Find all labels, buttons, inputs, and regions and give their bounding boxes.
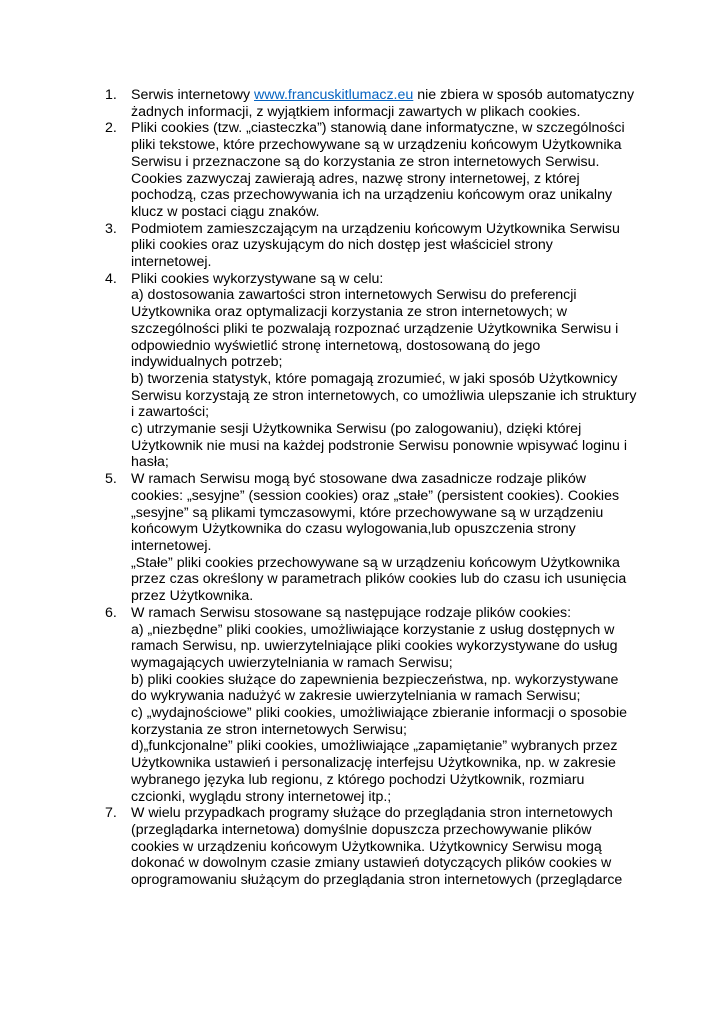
list-item-1: [105, 87, 637, 120]
website-link[interactable]: www.francuskitlumacz.eu: [254, 87, 414, 103]
list-number: 7.: [105, 805, 117, 822]
list-item-4: [105, 271, 637, 471]
paragraph: „Stałe” pliki cookies przechowywane są w urządzeniu końcowym Użytkownika przez czas określony w parametrach plików cookies lub do czasu ich usunięcia przez Użytkownika.: [131, 554, 627, 605]
list-item-2: [105, 120, 637, 220]
paragraph: W ramach Serwisu stosowane są następujące rodzaje plików cookies:: [131, 604, 572, 621]
paragraph: d)„funkcjonalne” pliki cookies, umożliwiające „zapamiętanie” wybranych przez Użytkownika ustawień i personalizację interfejsu Użytkownika, np. w zakresie wybranego języka lub regionu, z którego pochodzi Użytkownik, rozmiaru czcionki, wyglądu strony internetowej itp.;: [131, 738, 618, 805]
list-item-5: [105, 471, 637, 605]
paragraph: W wielu przypadkach programy służące do przeglądania stron internetowych (przeglądarka internetowa) domyślnie dopuszcza przechowywanie plików cookies w urządzeniu końcowym Użytkownika. Użytkownicy Serwisu mogą dokonać w dowolnym czasie zmiany ustawień dotyczących plików cookies w oprogramowaniu służącym do przeglądania stron internetowych (przeglądarce: [131, 805, 623, 889]
paragraph: b) pliki cookies służące do zapewnienia bezpieczeństwa, np. wykorzystywane do wykrywania nadużyć w zakresie uwierzytelniania w ramach Serwisu;: [131, 671, 619, 705]
list-number: 3.: [105, 220, 117, 237]
list-item-7: [105, 805, 637, 889]
paragraph: c) „wydajnościowe” pliki cookies, umożliwiające zbieranie informacji o sposobie korzystania ze stron internetowych Serwisu;: [131, 705, 627, 738]
paragraph: W ramach Serwisu mogą być stosowane dwa zasadnicze rodzaje plików cookies: „sesyjne” (session cookies) oraz „stałe” (persistent cookies). Cookies „sesyjne” są plikami tymczasowymi, które przechowywane są w urządzeniu końcowym Użytkownika do czasu wylogowania,lub opuszczenia strony internetowej.: [131, 471, 620, 554]
paragraph: Pliki cookies wykorzystywane są w celu:: [131, 270, 384, 287]
text-after-link: nie zbiera w sposób automatyczny żadnych informacji, z wyjątkiem informacji zawartych w plikach cookies.: [131, 87, 635, 120]
list-item-6: [105, 605, 637, 805]
paragraph: a) „niezbędne” pliki cookies, umożliwiające korzystanie z usług dostępnych w ramach Serwisu, np. uwierzytelniające pliki cookies wykorzystywane do usług wymagających uwierzytelniania w ramach Serwisu;: [131, 621, 618, 671]
text-before-link: Serwis internetowy: [131, 87, 255, 103]
paragraph: b) tworzenia statystyk, które pomagają zrozumieć, w jaki sposób Użytkownicy Serwisu korzystają ze stron internetowych, co umożliwia ulepszanie ich struktury i zawartości;: [131, 370, 637, 421]
list-number: 5.: [105, 471, 117, 488]
cookies-policy-list: [105, 87, 637, 889]
list-number: 2.: [105, 120, 117, 137]
paragraph: a) dostosowania zawartości stron internetowych Serwisu do preferencji Użytkownika oraz optymalizacji korzystania ze stron internetowych; w szczególności pliki te pozwalają rozpoznać urządzenie Użytkownika Serwisu i odpowiednio wyświetlić stronę internetową, dostosowaną do jego indywidualnych potrzeb;: [131, 287, 619, 371]
list-item-3: [105, 221, 637, 271]
list-number: 4.: [105, 270, 117, 287]
list-number: 6.: [105, 604, 117, 621]
list-number: 1.: [105, 87, 117, 103]
paragraph: Podmiotem zamieszczającym na urządzeniu końcowym Użytkownika Serwisu pliki cookies oraz uzyskującym do nich dostęp jest właściciel strony internetowej.: [131, 220, 620, 271]
paragraph: Pliki cookies (tzw. „ciasteczka”) stanowią dane informatyczne, w szczególności pliki tekstowe, które przechowywane są w urządzeniu końcowym Użytkownika Serwisu i przeznaczone są do korzystania ze stron internetowych Serwisu.: [131, 120, 625, 170]
paragraph: Cookies zazwyczaj zawierają adres, nazwę strony internetowej, z której pochodzą, czas przechowywania ich na urządzeniu końcowym oraz unikalny klucz w postaci ciągu znaków.: [131, 170, 613, 220]
paragraph: c) utrzymanie sesji Użytkownika Serwisu (po zalogowaniu), dzięki której Użytkownik nie musi na każdej podstronie Serwisu ponownie wpisywać loginu i hasła;: [131, 421, 628, 471]
paragraph: [131, 87, 637, 120]
